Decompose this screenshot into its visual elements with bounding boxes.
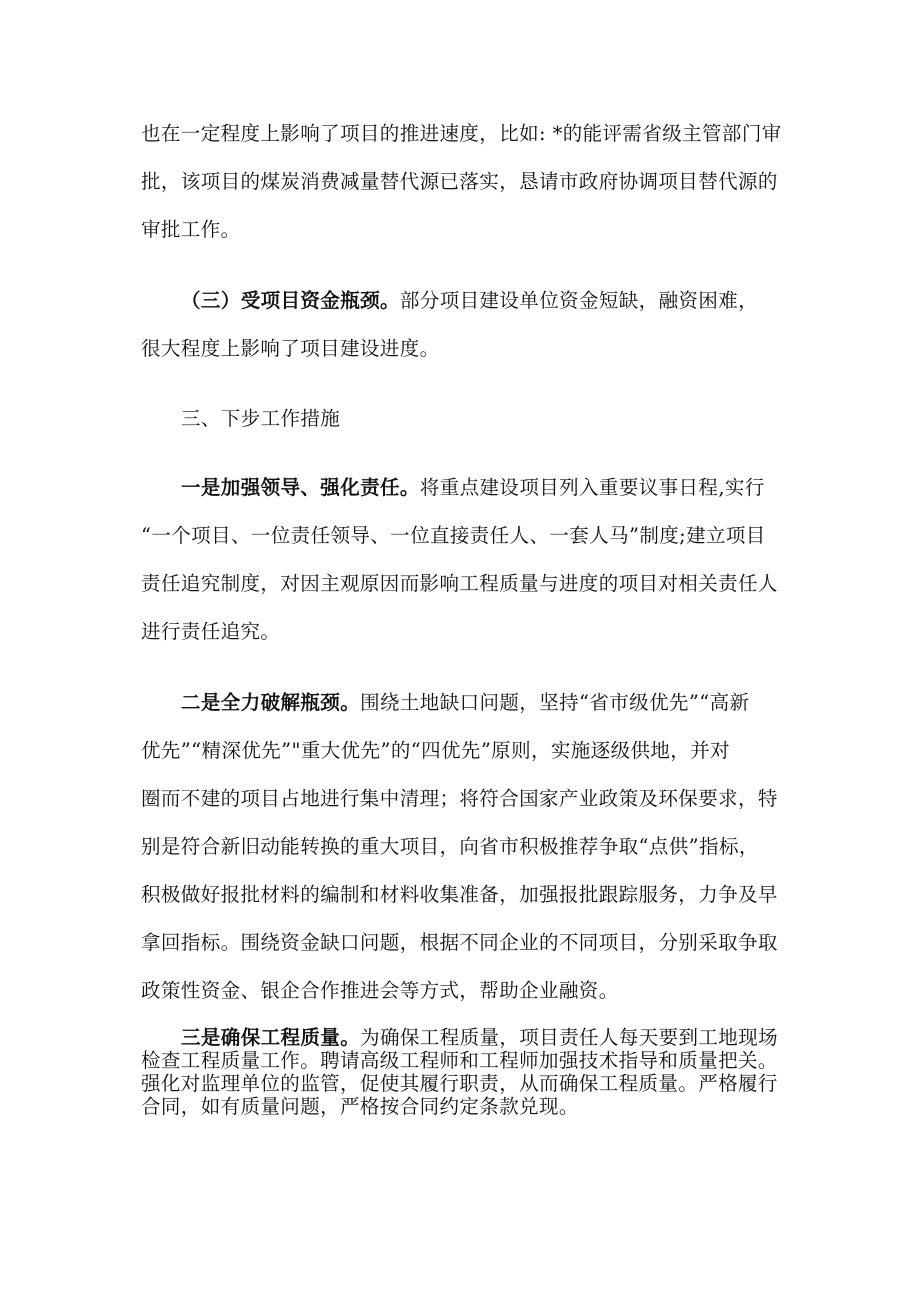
paragraph-text: 围绕土地缺口问题，坚持“省市级优先”“高新 [360, 691, 750, 714]
text-line: 检查工程质量工作。聘请高级工程师和工程师加强技术指导和质量把关。 [141, 1049, 778, 1072]
text-line: 责任追究制度，对因主观原因而影响工程质量与进度的项目对相关责任人 [141, 572, 778, 595]
text-line: “一个项目、一位责任领导、一位直接责任人、一套人马”制度;建立项目 [141, 524, 766, 547]
paragraph-lead: （三）受项目资金瓶颈。 [181, 289, 400, 312]
text-line: 进行责任追究。 [141, 620, 281, 643]
text-line: 别是符合新旧动能转换的重大项目，向省市积极推荐争取“点供”指标， [141, 835, 759, 858]
paragraph-lead: 三是确保工程质量。 [181, 1026, 361, 1049]
text-line [141, 464, 791, 512]
text-line: 圈而不建的项目占地进行集中清理；将符合国家产业政策及环保要求，特 [141, 787, 778, 810]
section-heading [141, 395, 791, 443]
text-line: 也在一定程度上影响了项目的推进速度，比如: *的能评需省级主管部门审 [141, 122, 782, 145]
paragraph-lead: 一是加强领导、强化责任。 [181, 476, 420, 499]
text-line: 审批工作。 [141, 218, 241, 241]
section-heading-text: 三、下步工作措施 [181, 407, 341, 430]
text-line [141, 1026, 791, 1049]
paragraph-funding-bottleneck [141, 277, 791, 373]
text-line: 优先”“精深优先”"重大优先”的“四优先”原则，实施逐级供地，并对 [141, 739, 730, 762]
text-line: 拿回指标。围绕资金缺口问题，根据不同企业的不同项目，分别采取争取 [141, 931, 778, 954]
paragraph-text: 部分项目建设单位资金短缺，融资困难， [399, 289, 759, 312]
paragraph-quality [141, 1026, 791, 1118]
text-line: 政策性资金、银企合作推进会等方式，帮助企业融资。 [141, 979, 619, 1002]
text-line: 积极做好报批材料的编制和材料收集准备，加强报批跟踪服务，力争及早 [141, 883, 778, 906]
paragraph-break-bottleneck [141, 679, 791, 1015]
paragraph-leadership [141, 464, 791, 656]
paragraph-lead: 二是全力破解瓶颈。 [181, 691, 361, 714]
text-line [141, 679, 791, 727]
text-line: 很大程度上影响了项目建设进度。 [141, 337, 440, 360]
text-line: 批，该项目的煤炭消费减量替代源已落实，恳请市政府协调项目替代源的 [141, 170, 778, 193]
paragraph-project-approval [141, 110, 791, 254]
text-line: 强化对监理单位的监管，促使其履行职责，从而确保工程质量。严格履行 [141, 1072, 778, 1095]
paragraph-text: 为确保工程质量，项目责任人每天要到工地现场 [360, 1026, 779, 1049]
text-line: 合同，如有质量问题，严格按合同约定条款兑现。 [141, 1095, 579, 1118]
paragraph-text: 将重点建设项目列入重要议事日程,实行 [419, 476, 765, 499]
text-line [141, 277, 791, 325]
